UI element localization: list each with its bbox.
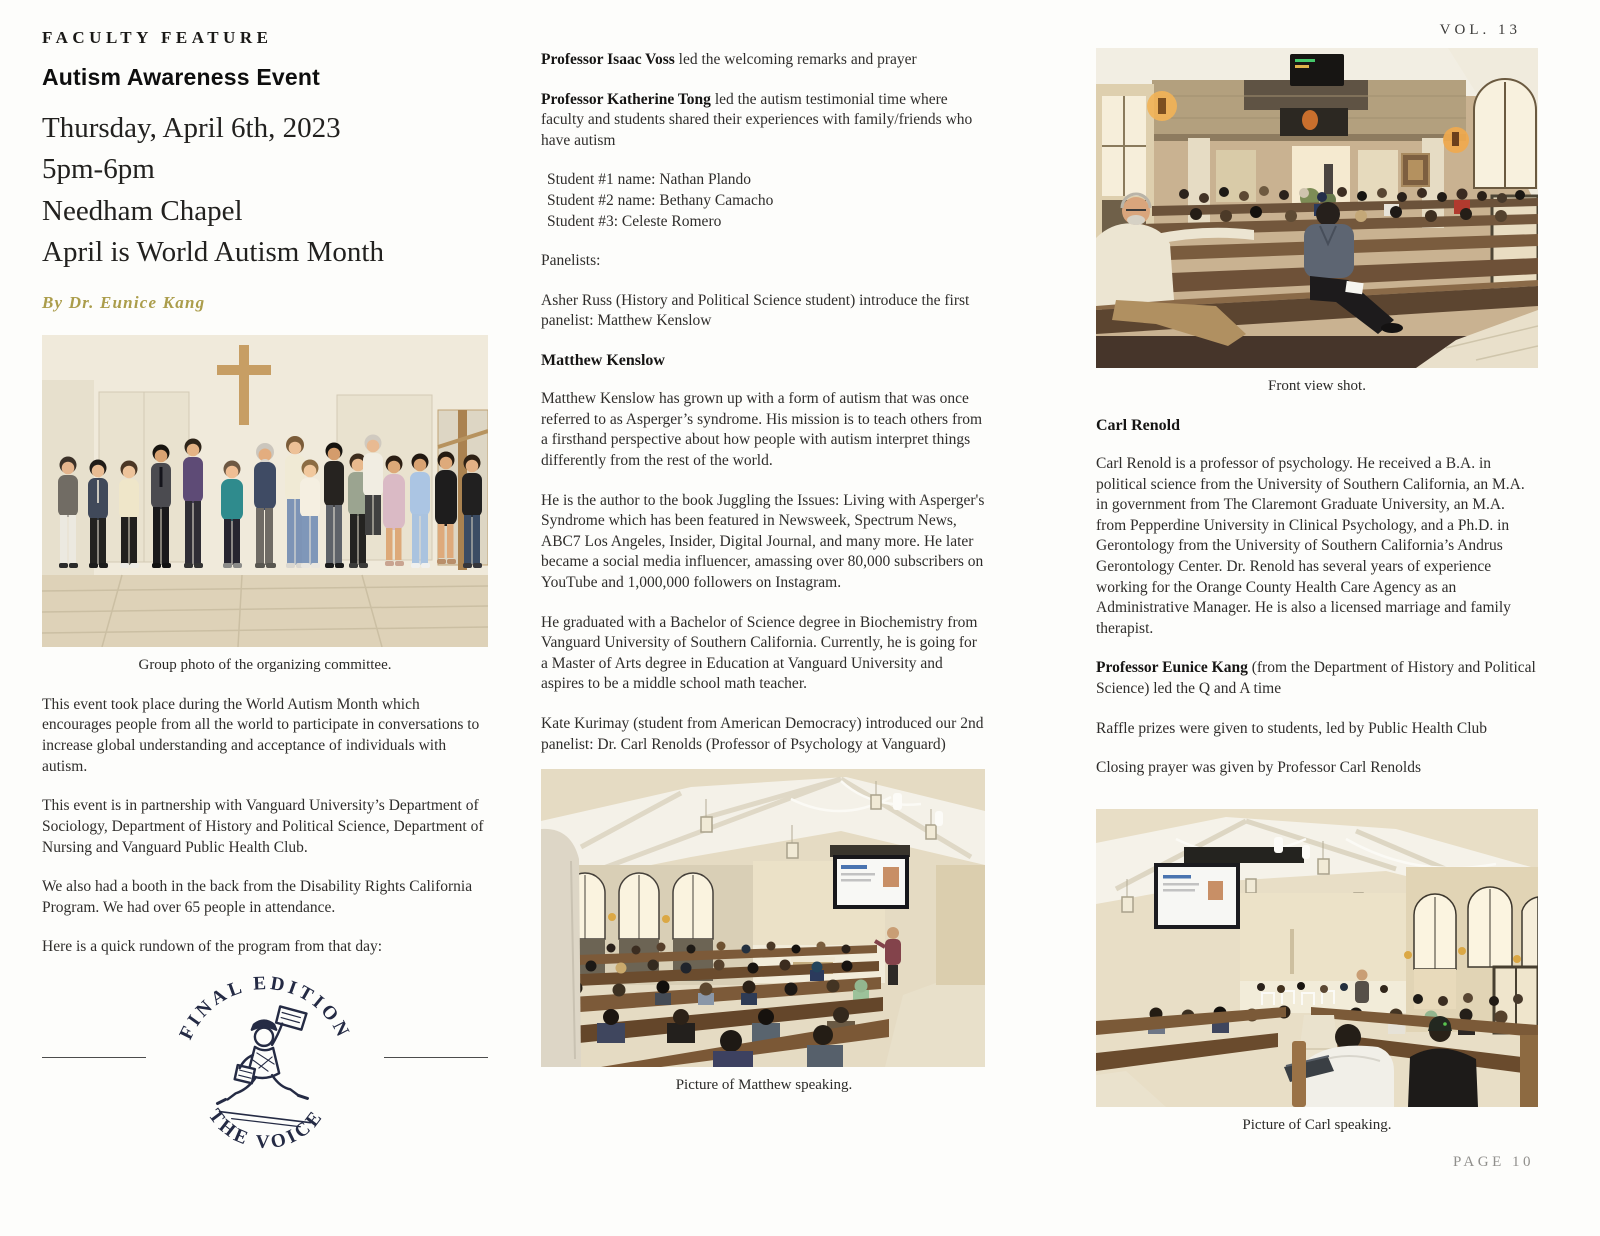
matthew-photo-image: [541, 769, 985, 1067]
paragraph: We also had a booth in the back from the Disability Rights California Program. We had over 65 people in attendance.: [42, 878, 473, 916]
panelist-heading: Matthew Kenslow: [541, 352, 665, 370]
student-line: Student #1 name: Nathan Plando: [547, 171, 752, 189]
bold-lead: Professor Eunice Kang: [1096, 659, 1248, 677]
logo-bottom-text: THE VOICE: [203, 1105, 329, 1152]
event-details: [42, 108, 488, 274]
group-photo-image: [42, 335, 488, 647]
front-view-caption: Front view shot.: [1268, 378, 1366, 394]
panelists-label: Panelists:: [541, 252, 601, 270]
logo-right-rule: [384, 1057, 488, 1058]
paragraph: Raffle prizes were given to students, led by Public Health Club: [1096, 719, 1488, 737]
newsletter-logo: [42, 964, 488, 1152]
student-list: [541, 170, 987, 232]
paragraph: Kate Kurimay (student from American Democracy) introduced our 2nd panelist: Dr. Carl Renolds (Professor of Psychology at Vanguard): [541, 715, 984, 753]
paragraph: Closing prayer was given by Professor Carl Renolds: [1096, 759, 1422, 777]
article-title: Autism Awareness Event: [42, 64, 320, 90]
panelist-heading: Carl Renold: [1096, 417, 1180, 434]
page-number: PAGE 10: [1452, 1154, 1534, 1170]
paragraph: He is the author to the book Juggling the Issues: Living with Asperger's Syndrome which has been featured in Newsweek, Spectrum News, ABC7 Los Angeles, Insider, Digital Journal, and many more. He later became a social media influencer, amassing over 80,000 subscribers on YouTube and 1,000,000 followers on Instagram.: [541, 491, 985, 591]
paragraph: This event is in partnership with Vanguard University’s Department of Sociology, Department of History and Political Science, Department of Nursing and Vanguard Public Health Club.: [42, 797, 484, 856]
event-time: 5pm-6pm: [42, 153, 155, 186]
newsboy-illustration: [217, 1006, 310, 1126]
paragraph: Professor Eunice Kang (from the Department of History and Political Science) led the Q and A time: [1096, 659, 1536, 698]
front-view-photo: [1096, 48, 1538, 368]
paragraph: Professor Isaac Voss led the welcoming remarks and prayer: [541, 51, 917, 68]
student-line: Student #2 name: Bethany Camacho: [547, 192, 774, 210]
student-line: Student #3: Celeste Romero: [547, 212, 722, 230]
paragraph: Professor Katherine Tong led the autism testimonial time where faculty and students shared their experiences with family/friends who have autism: [541, 90, 973, 149]
paragraph: Carl Renold is a professor of psychology. He received a B.A. in political science from the University of Southern California, an M.A. in government from The Claremont Graduate University, an M.A. from Pepperdine University in Clinical Psychology, and a Ph.D. in Gerontology from the University of Southern California’s Andrus Gerontology Center. Dr. Renold has several years of experience working for the Orange County Health Care Agency as an Administrative Manager. He is also a licensed marriage and family therapist.: [1096, 455, 1525, 637]
bold-lead: Professor Isaac Voss: [541, 51, 675, 68]
carl-photo-caption: Picture of Carl speaking.: [1242, 1116, 1392, 1133]
event-date: Thursday, April 6th, 2023: [42, 112, 341, 144]
carl-photo: [1096, 809, 1538, 1107]
logo-left-rule: [42, 1057, 146, 1058]
byline: By Dr. Eunice Kang: [42, 292, 206, 312]
carl-photo-image: [1096, 809, 1538, 1107]
left-column: [42, 28, 488, 1152]
paragraph: Asher Russ (History and Political Science student) introduce the first panelist: Matthew Kenslow: [541, 291, 970, 330]
group-photo-caption: Group photo of the organizing committee.: [138, 656, 392, 673]
matthew-photo-caption: Picture of Matthew speaking.: [675, 1077, 853, 1094]
paragraph: Matthew Kenslow has grown up with a form of autism that was once referred to as Asperger’s syndrome. His mission is to teach others from a firsthand perspective about how people with autism interpret things differently from the rest of the world.: [541, 390, 983, 469]
paragraph: He graduated with a Bachelor of Science degree in Biochemistry from Vanguard University of Southern California. Currently, he is going for a Master of Arts degree in Education at Vanguard University and aspires to be a middle school math teacher.: [541, 613, 978, 693]
middle-column: [541, 50, 987, 1094]
right-column: [1096, 48, 1538, 1134]
group-photo: [42, 335, 488, 647]
paragraph: Here is a quick rundown of the program from that day:: [42, 938, 383, 956]
the-voice-emblem: [158, 964, 372, 1152]
logo-top-text: FINAL EDITION: [175, 972, 355, 1043]
front-view-photo-image: [1096, 48, 1538, 368]
volume-label: VOL. 13: [1439, 22, 1521, 38]
bold-lead: Professor Katherine Tong: [541, 90, 711, 108]
matthew-photo: [541, 769, 987, 1067]
event-note: April is World Autism Month: [42, 236, 384, 269]
event-location: Needham Chapel: [42, 194, 243, 227]
section-kicker: FACULTY FEATURE: [42, 28, 273, 47]
paragraph: This event took place during the World Autism Month which encourages people from all the world to participate in conversations to increase global understanding and acceptance of individuals with autism.: [42, 695, 480, 775]
